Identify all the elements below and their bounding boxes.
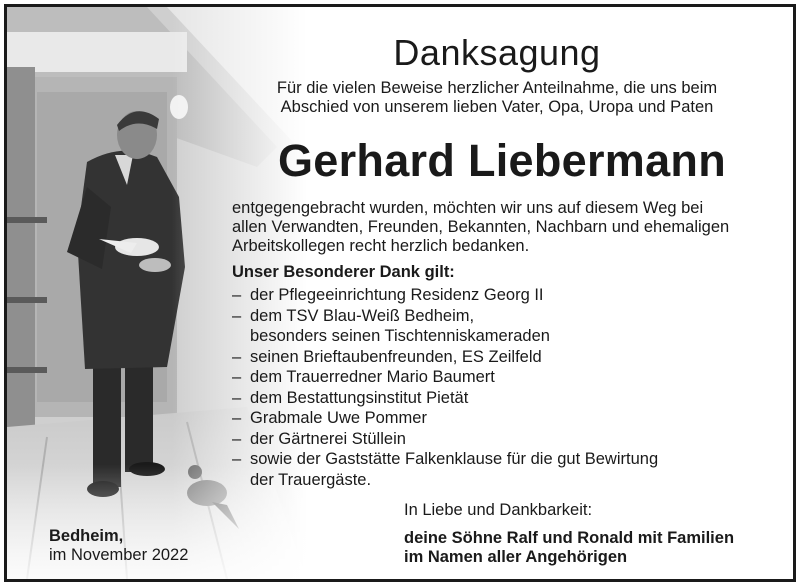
thanks-item-text: dem Bestattungsinstitut Pietät	[250, 388, 469, 407]
signature-line: deine Söhne Ralf und Ronald mit Familien	[404, 528, 735, 547]
thanks-item-text: der Trauergäste.	[250, 470, 372, 489]
place-and-date	[49, 527, 188, 565]
dash-bullet: –	[232, 347, 242, 366]
closing-block	[404, 501, 734, 568]
place: Bedheim,	[49, 527, 124, 545]
body-line: Arbeitskollegen recht herzlich bedanken.	[232, 237, 530, 255]
thanks-item-text: dem TSV Blau-Weiß Bedheim,	[250, 306, 475, 325]
obituary-notice	[4, 4, 796, 582]
thanks-item-text: Grabmale Uwe Pommer	[250, 409, 427, 427]
thanks-item	[232, 388, 772, 409]
intro-line: Für die vielen Beweise herzlicher Anteilnahme, die uns beim	[276, 79, 718, 97]
date: im November 2022	[49, 546, 189, 564]
thanks-item-text: sowie der Gaststätte Falkenklause für die gut Bewirtung	[250, 450, 659, 468]
intro-line: Abschied von unserem lieben Vater, Opa, Uropa und Paten	[280, 98, 714, 116]
dash-bullet: –	[232, 409, 242, 427]
body-line: entgegengebracht wurden, möchten wir uns auf diesem Weg bei	[232, 199, 704, 217]
dash-bullet: –	[232, 429, 242, 448]
intro-text	[237, 79, 757, 117]
thanks-item-text: der Pflegeeinrichtung Residenz Georg II	[250, 286, 544, 304]
dash-bullet: –	[232, 306, 242, 325]
thanks-item	[232, 449, 772, 490]
deceased-name: Gerhard Liebermann	[277, 135, 727, 186]
special-thanks-list	[232, 285, 772, 490]
closing-phrase: In Liebe und Dankbarkeit:	[404, 501, 593, 519]
thanks-item	[232, 367, 772, 388]
thanks-paragraph	[232, 199, 787, 256]
dash-bullet: –	[232, 450, 242, 468]
body-line: allen Verwandten, Freunden, Bekannten, Nachbarn und ehemaligen	[232, 218, 730, 236]
special-thanks-heading: Unser Besonderer Dank gilt:	[232, 263, 455, 281]
thanks-item	[232, 306, 772, 347]
dash-bullet: –	[232, 388, 242, 407]
signature-line: im Namen aller Angehörigen	[404, 548, 628, 566]
thanks-item-text: seinen Brieftaubenfreunden, ES Zeilfeld	[250, 347, 542, 366]
thanks-item	[232, 285, 772, 306]
dash-bullet: –	[232, 368, 242, 386]
thanks-item-text: dem Trauerredner Mario Baumert	[250, 368, 495, 386]
thanks-item	[232, 429, 772, 450]
dash-bullet: –	[232, 286, 242, 304]
thanks-item	[232, 408, 772, 429]
notice-title: Danksagung	[393, 32, 601, 73]
thanks-item	[232, 347, 772, 368]
thanks-item-text: besonders seinen Tischtenniskameraden	[250, 327, 550, 345]
thanks-item-text: der Gärtnerei Stüllein	[250, 429, 406, 448]
